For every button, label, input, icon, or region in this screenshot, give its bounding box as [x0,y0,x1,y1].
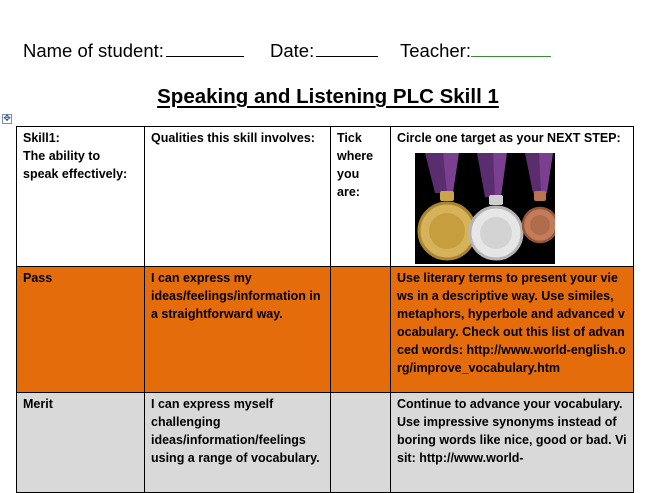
table-move-handle-icon[interactable]: ✥ [3,114,11,124]
col-skill-header: Skill1: The ability to speak effectively: [17,127,145,267]
target-header-text: Circle one target as your NEXT STEP: [397,131,621,145]
medals-image [415,153,555,264]
teacher-label: Teacher: [400,40,471,61]
merit-level: Merit [17,393,145,493]
skill-table [16,126,634,493]
pass-quality: I can express my ideas/feelings/information in a straightforward way. [145,267,331,393]
form-header [0,40,656,64]
date-field[interactable] [270,40,378,62]
pass-level: Pass [17,267,145,393]
col-tick-header: Tick where you are: [331,127,391,267]
merit-quality: I can express myself challenging ideas/information/feelings using a range of vocabulary. [145,393,331,493]
table-header-row [17,127,634,267]
pass-target[interactable]: Use literary terms to present your views in a descriptive way. Use similes, metaphors, hyperbole and advanced vocabulary. Check out this list of advanced words: http://www.world-english.org/improve_vocabulary.htm [391,267,634,393]
name-label: Name of student: [23,40,164,61]
pass-row [17,267,634,393]
pass-tick-cell[interactable] [331,267,391,393]
name-blank[interactable] [166,42,244,57]
merit-target[interactable]: Continue to advance your vocabulary. Use impressive synonyms instead of boring words like nice, good or bad. Visit: http://www.world- [391,393,634,493]
teacher-field[interactable] [400,40,551,62]
col-target-header [391,127,634,267]
date-label: Date: [270,40,315,61]
merit-tick-cell[interactable] [331,393,391,493]
merit-row [17,393,634,493]
page-title: Speaking and Listening PLC Skill 1 [157,85,499,108]
col-qualities-header: Qualities this skill involves: [145,127,331,267]
teacher-blank[interactable] [471,42,551,57]
date-blank[interactable] [316,42,378,57]
name-field[interactable] [23,40,244,62]
